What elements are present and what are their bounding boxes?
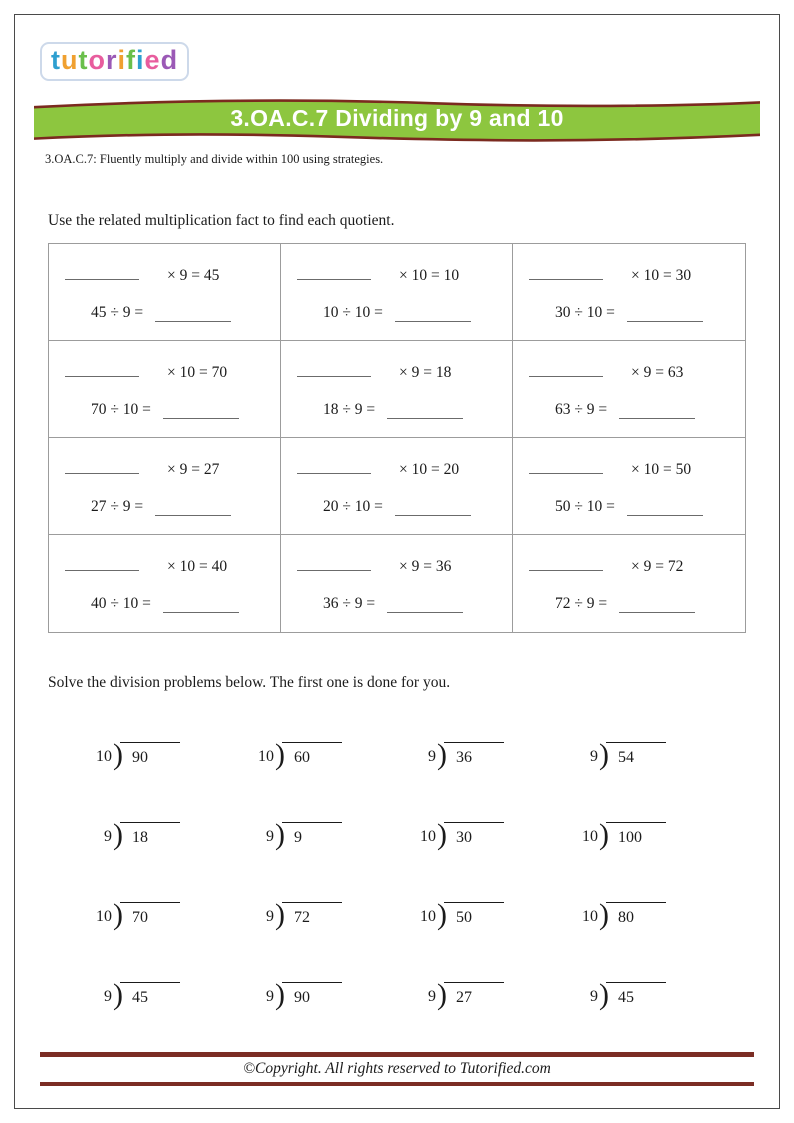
division-text: 40 ÷ 10 = <box>91 595 151 612</box>
division-text: 70 ÷ 10 = <box>91 401 151 418</box>
long-division-problem <box>88 976 250 1056</box>
factor-blank <box>529 460 603 474</box>
long-division-problem <box>88 896 250 976</box>
long-division-problem <box>88 816 250 896</box>
section2-instruction: Solve the division problems below. The first one is done for you. <box>48 674 451 691</box>
division-bracket-icon: ) <box>437 978 447 1011</box>
long-division-problem <box>250 976 412 1056</box>
factor-blank <box>65 363 139 377</box>
divisor: 9 <box>590 748 598 765</box>
dividend: 30 <box>444 822 504 847</box>
division-text: 10 ÷ 10 = <box>323 304 383 321</box>
multiplication-fact-line <box>529 363 731 382</box>
division-text: 45 ÷ 9 = <box>91 304 144 321</box>
division-text: 63 ÷ 9 = <box>555 401 608 418</box>
division-line <box>65 400 266 419</box>
multiplication-fact-line <box>297 363 498 382</box>
division-bracket-icon: ) <box>113 738 123 771</box>
division-bracket-icon: ) <box>113 898 123 931</box>
quotient-blank <box>619 599 695 613</box>
division-bracket-icon: ) <box>275 978 285 1011</box>
multiplication-fact-line <box>529 557 731 576</box>
quotient-blank <box>387 599 463 613</box>
fact-cell <box>49 535 281 632</box>
logo-letter: t <box>78 45 89 75</box>
quotient-blank <box>163 405 239 419</box>
logo-letter: f <box>126 45 137 75</box>
dividend: 72 <box>282 902 342 927</box>
logo-letter: t <box>51 45 61 75</box>
divisor: 9 <box>104 828 112 845</box>
quotient-blank <box>627 502 703 516</box>
multiplication-facts-table <box>48 243 746 633</box>
long-division-problem <box>574 736 736 816</box>
fact-cell <box>513 244 745 341</box>
quotient-blank <box>395 502 471 516</box>
division-bracket-icon: ) <box>437 898 447 931</box>
long-division-problem <box>412 976 574 1056</box>
multiplication-fact-text: × 10 = 50 <box>631 461 692 478</box>
logo-letter: r <box>106 45 118 75</box>
divisor: 9 <box>266 828 274 845</box>
division-text: 30 ÷ 10 = <box>555 304 615 321</box>
multiplication-fact-text: × 10 = 10 <box>399 267 460 284</box>
long-division-problem <box>574 896 736 976</box>
fact-cell <box>281 244 513 341</box>
long-division-problem <box>574 816 736 896</box>
dividend: 90 <box>282 982 342 1007</box>
section1-instruction: Use the related multiplication fact to find each quotient. <box>48 212 395 229</box>
divisor: 10 <box>258 748 274 765</box>
division-text: 20 ÷ 10 = <box>323 498 383 515</box>
division-bracket-icon: ) <box>113 818 123 851</box>
multiplication-fact-line <box>297 266 498 285</box>
fact-cell <box>49 438 281 535</box>
divisor: 9 <box>266 988 274 1005</box>
factor-blank <box>297 363 371 377</box>
dividend: 9 <box>282 822 342 847</box>
quotient-blank <box>619 405 695 419</box>
dividend: 18 <box>120 822 180 847</box>
division-bracket-icon: ) <box>599 898 609 931</box>
quotient-blank <box>627 308 703 322</box>
multiplication-fact-line <box>65 557 266 576</box>
division-bracket-icon: ) <box>599 738 609 771</box>
division-line <box>297 497 498 516</box>
long-division-problem <box>574 976 736 1056</box>
factor-blank <box>529 363 603 377</box>
title-banner <box>34 97 760 143</box>
multiplication-fact-line <box>65 363 266 382</box>
division-line <box>529 594 731 613</box>
factor-blank <box>529 557 603 571</box>
multiplication-fact-text: × 9 = 45 <box>167 267 220 284</box>
division-bracket-icon: ) <box>437 818 447 851</box>
dividend: 36 <box>444 742 504 767</box>
multiplication-fact-text: × 9 = 63 <box>631 364 684 381</box>
division-line <box>529 497 731 516</box>
quotient-blank <box>387 405 463 419</box>
division-bracket-icon: ) <box>599 818 609 851</box>
fact-cell <box>513 341 745 438</box>
logo-letter: o <box>88 45 106 75</box>
dividend: 50 <box>444 902 504 927</box>
division-line <box>529 303 731 322</box>
dividend: 27 <box>444 982 504 1007</box>
multiplication-fact-text: × 9 = 18 <box>399 364 452 381</box>
page-title: 3.OA.C.7 Dividing by 9 and 10 <box>230 105 564 131</box>
multiplication-fact-line <box>297 460 498 479</box>
long-division-problem <box>412 896 574 976</box>
long-division-problem <box>250 816 412 896</box>
division-bracket-icon: ) <box>599 978 609 1011</box>
division-bracket-icon: ) <box>275 818 285 851</box>
fact-cell <box>281 341 513 438</box>
quotient-blank <box>163 599 239 613</box>
division-bracket-icon: ) <box>275 738 285 771</box>
factor-blank <box>529 266 603 280</box>
long-division-problem <box>250 896 412 976</box>
dividend: 90 <box>120 742 180 767</box>
logo-letter: u <box>61 45 79 75</box>
division-line <box>65 497 266 516</box>
multiplication-fact-line <box>529 460 731 479</box>
division-bracket-icon: ) <box>275 898 285 931</box>
fact-cell <box>49 244 281 341</box>
multiplication-fact-text: × 10 = 40 <box>167 558 228 575</box>
division-text: 27 ÷ 9 = <box>91 498 144 515</box>
divisor: 9 <box>428 988 436 1005</box>
division-line <box>297 594 498 613</box>
quotient-blank <box>155 308 231 322</box>
division-bracket-icon: ) <box>437 738 447 771</box>
long-division-problem <box>250 736 412 816</box>
divisor: 10 <box>420 908 436 925</box>
divisor: 9 <box>590 988 598 1005</box>
fact-cell <box>513 535 745 632</box>
dividend: 54 <box>606 742 666 767</box>
division-line <box>529 400 731 419</box>
dividend: 80 <box>606 902 666 927</box>
page-footer <box>40 1052 754 1086</box>
long-division-problem <box>412 816 574 896</box>
multiplication-fact-text: × 10 = 20 <box>399 461 460 478</box>
fact-cell <box>49 341 281 438</box>
factor-blank <box>297 460 371 474</box>
fact-cell <box>281 438 513 535</box>
multiplication-fact-line <box>297 557 498 576</box>
division-bracket-icon: ) <box>113 978 123 1011</box>
multiplication-fact-line <box>529 266 731 285</box>
factor-blank <box>297 557 371 571</box>
multiplication-fact-line <box>65 460 266 479</box>
division-line <box>65 303 266 322</box>
logo-letter: d <box>160 45 179 75</box>
long-division-grid <box>88 736 736 1056</box>
dividend: 45 <box>606 982 666 1007</box>
long-division-problem <box>412 736 574 816</box>
division-text: 36 ÷ 9 = <box>323 595 376 612</box>
dividend: 70 <box>120 902 180 927</box>
factor-blank <box>297 266 371 280</box>
division-line <box>297 303 498 322</box>
dividend: 45 <box>120 982 180 1007</box>
long-division-problem <box>88 736 250 816</box>
standard-description: 3.OA.C.7: Fluently multiply and divide within 100 using strategies. <box>45 152 384 166</box>
division-line <box>297 400 498 419</box>
divisor: 10 <box>420 828 436 845</box>
factor-blank <box>65 557 139 571</box>
multiplication-fact-line <box>65 266 266 285</box>
dividend: 100 <box>606 822 666 847</box>
logo-letter: i <box>136 45 145 75</box>
divisor: 10 <box>582 908 598 925</box>
factor-blank <box>65 460 139 474</box>
factor-blank <box>65 266 139 280</box>
divisor: 10 <box>96 748 112 765</box>
multiplication-fact-text: × 9 = 72 <box>631 558 684 575</box>
divisor: 9 <box>104 988 112 1005</box>
copyright-text: ©Copyright. All rights reserved to Tutorified.com <box>243 1060 551 1077</box>
division-text: 18 ÷ 9 = <box>323 401 376 418</box>
multiplication-fact-text: × 10 = 70 <box>167 364 228 381</box>
multiplication-fact-text: × 9 = 27 <box>167 461 220 478</box>
quotient-blank <box>155 502 231 516</box>
multiplication-fact-text: × 10 = 30 <box>631 267 692 284</box>
logo-letter: e <box>144 45 161 75</box>
footer-bottom-bar <box>40 1082 754 1086</box>
fact-cell <box>513 438 745 535</box>
logo-letter: i <box>117 45 127 75</box>
division-text: 50 ÷ 10 = <box>555 498 615 515</box>
divisor: 9 <box>428 748 436 765</box>
divisor: 9 <box>266 908 274 925</box>
divisor: 10 <box>582 828 598 845</box>
division-text: 72 ÷ 9 = <box>555 595 608 612</box>
division-line <box>65 594 266 613</box>
dividend: 60 <box>282 742 342 767</box>
divisor: 10 <box>96 908 112 925</box>
fact-cell <box>281 535 513 632</box>
quotient-blank <box>395 308 471 322</box>
tutorified-logo <box>40 42 189 81</box>
multiplication-fact-text: × 9 = 36 <box>399 558 452 575</box>
